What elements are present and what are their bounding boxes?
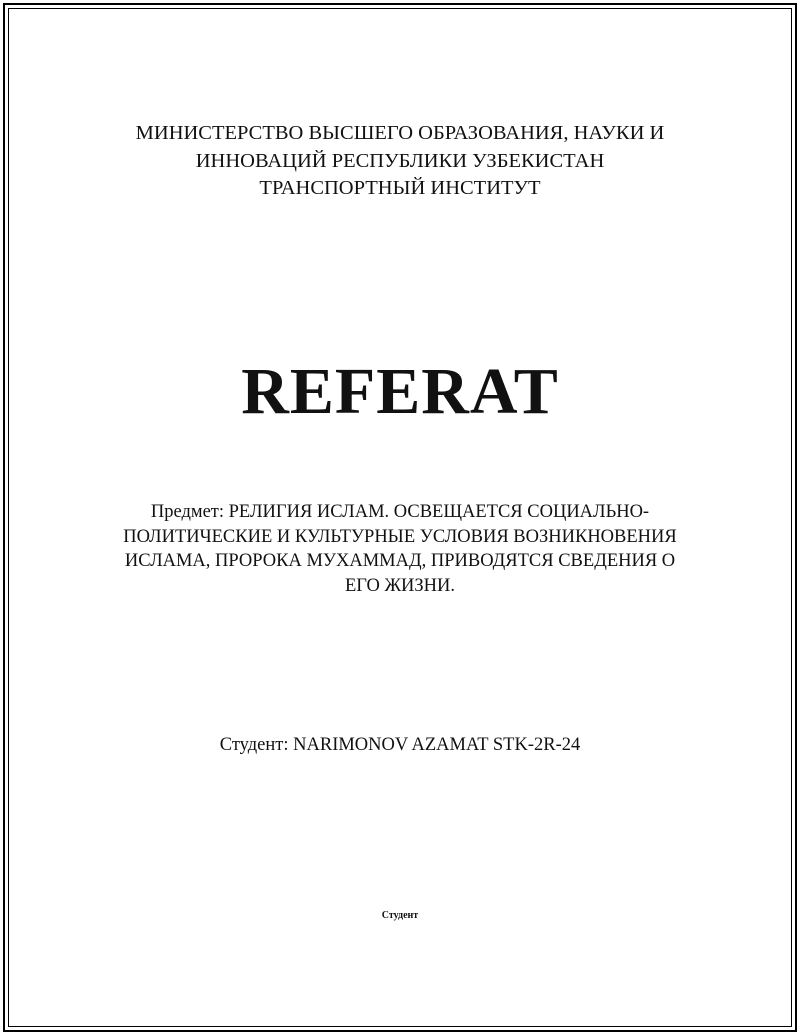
subject-description <box>118 500 682 598</box>
institution-line-2: ИННОВАЦИЙ РЕСПУБЛИКИ УЗБЕКИСТАН <box>195 149 605 172</box>
institution-line-1: МИНИСТЕРСТВО ВЫСШЕГО ОБРАЗОВАНИЯ, НАУКИ И <box>135 122 665 144</box>
footer-label: Студент <box>381 910 419 921</box>
institution-line-3: ТРАНСПОРТНЫЙ ИНСТИТУТ <box>259 177 541 199</box>
subject-line-4: ЕГО ЖИЗНИ. <box>344 575 456 596</box>
subject-line-3: ИСЛАМА, ПРОРОКА МУХАММАД, ПРИВОДЯТСЯ СВЕДЕНИЯ О <box>124 551 676 571</box>
document-title: REFERAT <box>241 355 559 428</box>
subject-line-1: Предмет: РЕЛИГИЯ ИСЛАМ. ОСВЕЩАЕТСЯ СОЦИАЛЬНО- <box>150 502 650 522</box>
institution-header <box>0 120 800 203</box>
student-info: Студент: NARIMONOV AZAMAT STK-2R-24 <box>219 735 581 755</box>
subject-line-2: ПОЛИТИЧЕСКИЕ И КУЛЬТУРНЫЕ УСЛОВИЯ ВОЗНИКНОВЕНИЯ <box>123 526 677 547</box>
